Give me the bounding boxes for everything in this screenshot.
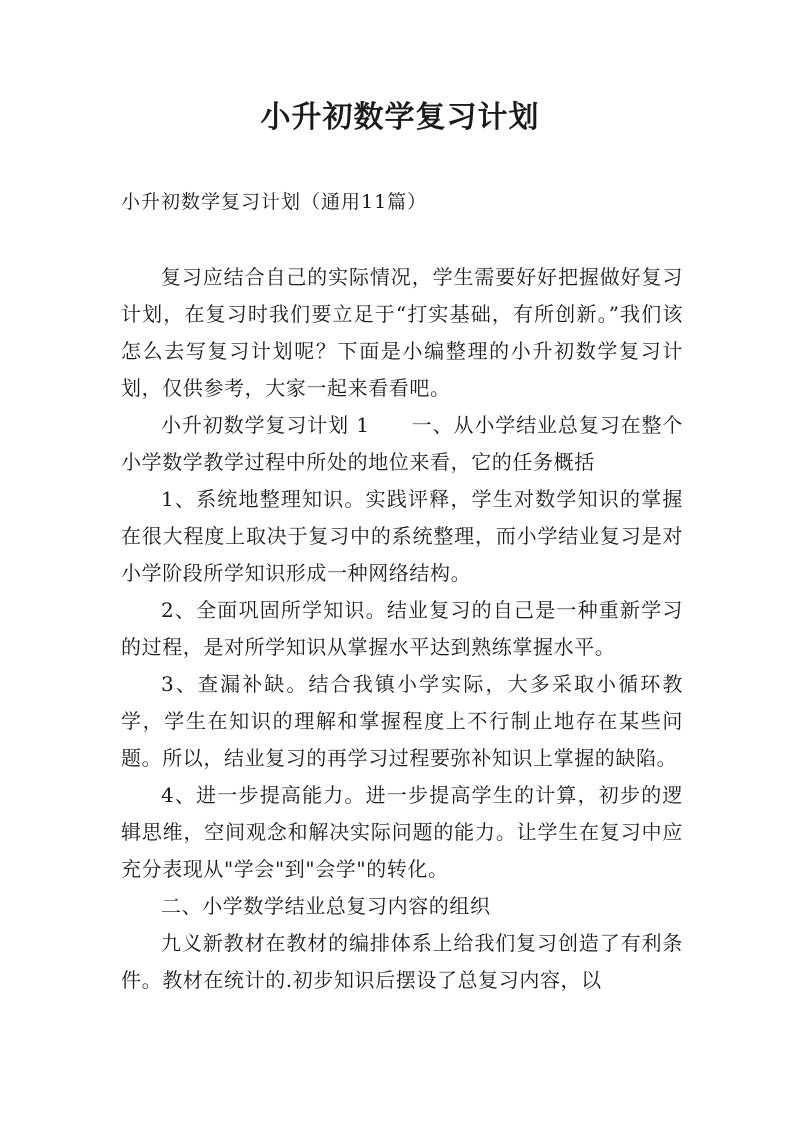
document-body: [121, 259, 683, 999]
paragraph-plan-1-heading: 小升初数学复习计划 1 一、从小学结业总复习在整个小学数学教学过程中所处的地位来看，它的任务概括: [121, 413, 683, 474]
paragraph-point-3: 3、查漏补缺。结合我镇小学实际，大多采取小循环教学，学生在知识的理解和掌握程度上不行制止地存在某些问题。所以，结业复习的再学习过程要弥补知识上掌握的缺陷。: [121, 672, 683, 770]
paragraph-intro: 复习应结合自己的实际情况，学生需要好好把握做好复习计划，在复习时我们要立足于“打实基础，有所创新。”我们该怎么去写复习计划呢？下面是小编整理的小升初数学复习计划，仅供参考，大家一起来看看吧。: [121, 265, 683, 400]
paragraph-point-1: 1、系统地整理知识。实践评释，学生对数学知识的掌握在很大程度上取决于复习中的系统整理，而小学结业复习是对小学阶段所学知识形成一种网络结构。: [121, 487, 683, 585]
paragraph-section-2-heading: 二、小学数学结业总复习内容的组织: [161, 894, 491, 918]
paragraph-point-4: 4、进一步提高能力。进一步提高学生的计算，初步的逻辑思维，空间观念和解决实际问题的能力。让学生在复习中应充分表现从"学会"到"会学"的转化。: [121, 783, 683, 881]
page-title: 小升初数学复习计划: [260, 100, 540, 135]
document-subtitle: 小升初数学复习计划（通用11篇）: [121, 191, 428, 213]
paragraph-section-2-text: 九义新教材在教材的编排体系上给我们复习创造了有利条件。教材在统计的.初步知识后摆设了总复习内容，以: [121, 931, 683, 992]
paragraph-point-2: 2、全面巩固所学知识。结业复习的自己是一种重新学习的过程，是对所学知识从掌握水平达到熟练掌握水平。: [121, 598, 683, 659]
